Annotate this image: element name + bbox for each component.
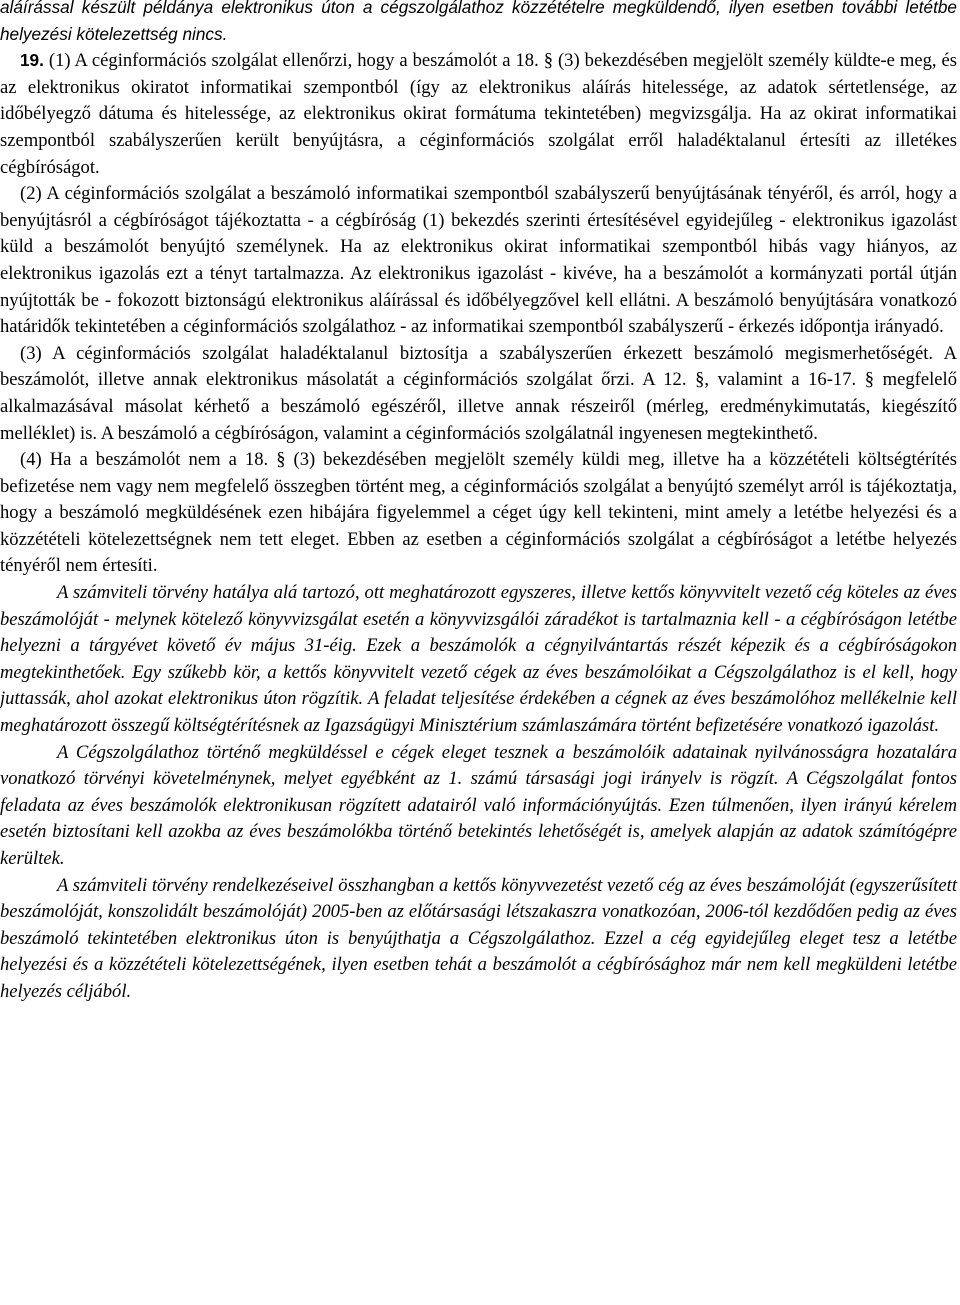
commentary-paragraph-3: A számviteli törvény rendelkezéseivel összhangban a kettős könyvvezetést vezető cég az éves beszámolóját (egyszerűsített beszámolóját, konszolidált beszámolóját) 2005-ben az előtársasági létszakaszra vonatkozóan, 2006-tól kezdődően pedig az éves beszámoló tekintetében elektronikus úton is benyújthatja a Cégszolgálathoz. Ezzel a cég egyidejűleg eleget tesz a letétbe helyezési és a közzétételi kötelezettségének, ilyen esetben tehát a beszámolót a cégbírósághoz már nem kell megküldeni letétbe helyezés céljából.	[0, 874, 957, 1002]
section-19-paragraph-3: (3) A céginformációs szolgálat haladéktalanul biztosítja a szabályszerűen érkezett beszámoló megismerhetőségét. A beszámolót, illetve annak elektronikus másolatát a céginformációs szolgálat őrzi. A 12. §, valamint a 16-17. § megfelelő alkalmazásával másolat kérhető a beszámoló egészéről, illetve annak részeiről (mérleg, eredménykimutatás, kiegészítő melléklet) is. A beszámoló a cégbíróságon, valamint a céginformációs szolgálatnál ingyenesen megtekinthető.	[0, 342, 957, 444]
paragraph-text: (1) A céginformációs szolgálat ellenőrzi, hogy a beszámolót a 18. § (3) bekezdésében megjelölt személy küldte-e meg, és az elektronikus okiratot informatikai szempontból (így az elektronikus aláírás hitelessége, az adatok sértetlensége, az időbélyegző dátuma és hitelessége, az elektronikus okirat formátuma tekintetében) megvizsgálja.	[0, 50, 957, 125]
section-19-paragraph-4: (4) Ha a beszámolót nem a 18. § (3) bekezdésében megjelölt személy küldi meg, illetve ha a közzétételi költségtérítés befizetése nem vagy nem megfelelő összegben történt meg, a céginformációs szolgálat a benyújtó személyt arról is tájékoztatja, hogy a beszámoló megküldésének ezen hibájára figyelemmel a céget úgy kell tekinteni, mint amely a letétbe helyezési és a közzétételi kötelezettségnek nem tett eleget. Ebben az esetben a céginformációs szolgálat a cégbíróságot a letétbe helyezés tényéről nem értesíti.	[0, 449, 957, 577]
commentary-paragraph-1: A számviteli törvény hatálya alá tartozó, ott meghatározott egyszeres, illetve kettős könyvvitelt vezető cég köteles az éves beszámolóját - melynek kötelező könyvvizsgálat esetén a könyvvizsgálói záradékot is tartalmaznia kell - a cégbíróságon letétbe helyezni a tárgyévet követő év május 31-éig. Ezek a beszámolók a cégnyilvántartás részét képezik és a cégbíróságokon megtekinthetőek. Egy szűkebb kör, a kettős könyvvitelt vezető cégek az éves beszámolóikat a Cégszolgálathoz is el kell, hogy juttassák, ahol azokat elektronikus úton rögzítik. A feladat teljesítése érdekében a cégnek az éves beszámolóhoz mellékelnie kell meghatározott összegű költségtérítésnek az Igazságügyi Minisztérium számlaszámára történt befizetésére vonatkozó igazolást.	[0, 582, 957, 737]
paragraph-text-cont: Ha az okirat informatikai szempontból szabályszerűen került benyújtásra, a céginformációs szolgálat erről haladéktalanul értesíti az illetékes cégbíróságot.	[0, 103, 957, 178]
section-19-paragraph-1	[0, 47, 957, 181]
paragraph-continuation: aláírással készült példánya elektronikus úton a cégszolgálathoz közzétételre megküldendő, ilyen esetben további letétbe helyezési kötelezettség nincs.	[0, 0, 957, 44]
section-19-paragraph-2: (2) A céginformációs szolgálat a beszámoló informatikai szempontból szabályszerű benyújtásának tényéről, és arról, hogy a benyújtásról a cégbíróságot tájékoztatta - a cégbíróság (1) bekezdés szerinti értesítésével egyidejűleg - elektronikus igazolást küld a beszámolót benyújtó személynek. Ha az elektronikus okirat informatikai szempontból hibás vagy hiányos, az elektronikus igazolás ezt a tényt tartalmazza. Az elektronikus igazolást - kivéve, ha a beszámolót a kormányzati portál útján nyújtották be - fokozott biztonságú elektronikus aláírással és időbélyegzővel kell ellátni. A beszámoló benyújtására vonatkozó határidők tekintetében a céginformációs szolgálathoz - az informatikai szempontból szabályszerű - érkezés időpontja irányadó.	[0, 183, 957, 338]
commentary-paragraph-2: A Cégszolgálathoz történő megküldéssel e cégek eleget tesznek a beszámolóik adatainak nyilvánosságra hozatalára vonatkozó törvényi követelménynek, melyet egyébként az 1. számú társasági jogi irányelv is rögzít. A Cégszolgálat fontos feladata az éves beszámolók elektronikusan rögzített adatairól való információnyújtás. Ezen túlmenően, ilyen irányú kérelem esetén biztosítani kell azokba az éves beszámolókba történő betekintés lehetőségét is, amelyek alapján az adatok számítógépre kerültek.	[0, 741, 957, 869]
section-number: 19.	[20, 50, 44, 71]
